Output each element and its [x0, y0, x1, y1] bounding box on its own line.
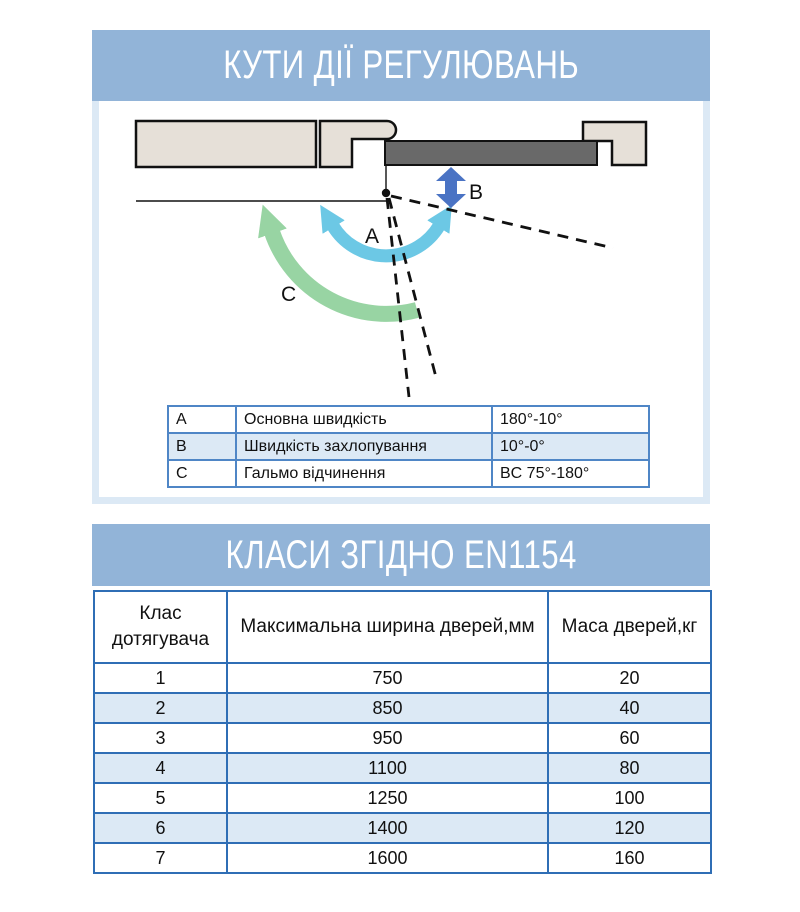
class-cell: 1: [94, 663, 227, 693]
classes-header-mass: Маса дверей,кг: [548, 591, 711, 663]
door-position-dashed-line-near-closed: [387, 198, 409, 397]
adjustment-angles-panel: [92, 30, 710, 504]
top-section-title: КУТИ ДІЇ РЕГУЛЮВАНЬ: [223, 43, 579, 87]
arrow-a-arc: [333, 226, 439, 256]
classes-table: [93, 590, 712, 874]
width-cell: 1600: [227, 843, 548, 873]
legend-table: [167, 405, 650, 488]
width-cell: 850: [227, 693, 548, 723]
mass-cell: 160: [548, 843, 711, 873]
classes-header-class: Клас дотягувача: [94, 591, 227, 663]
table-row: [94, 693, 711, 723]
width-cell: 750: [227, 663, 548, 693]
diagram-label-a: A: [365, 225, 380, 248]
mass-cell: 80: [548, 753, 711, 783]
legend-row-b: [168, 433, 649, 460]
mass-cell: 40: [548, 693, 711, 723]
mass-cell: 20: [548, 663, 711, 693]
legend-key: C: [168, 460, 236, 487]
table-row: [94, 753, 711, 783]
legend-key: A: [168, 406, 236, 433]
table-row: [94, 843, 711, 873]
class-cell: 4: [94, 753, 227, 783]
class-cell: 2: [94, 693, 227, 723]
legend-value: BC 75°-180°: [492, 460, 649, 487]
classes-header-width: Максимальна ширина дверей,мм: [227, 591, 548, 663]
width-cell: 1400: [227, 813, 548, 843]
legend-row-c: [168, 460, 649, 487]
door-position-dashed-line-open: [389, 198, 437, 381]
class-cell: 7: [94, 843, 227, 873]
legend-value: 180°-10°: [492, 406, 649, 433]
legend-value: 10°-0°: [492, 433, 649, 460]
width-cell: 1100: [227, 753, 548, 783]
bottom-section-header: [92, 524, 710, 586]
door-leaf: [385, 141, 597, 165]
width-cell: 950: [227, 723, 548, 753]
mass-cell: 100: [548, 783, 711, 813]
table-row: [94, 723, 711, 753]
table-row: [94, 663, 711, 693]
classes-header-row: [94, 591, 711, 663]
top-section-header: [92, 30, 710, 101]
diagram-area: [99, 101, 703, 497]
class-cell: 6: [94, 813, 227, 843]
legend-row-a: [168, 406, 649, 433]
width-cell: 1250: [227, 783, 548, 813]
class-cell: 5: [94, 783, 227, 813]
legend-name: Швидкість захлопування: [236, 433, 492, 460]
pivot-dot: [382, 189, 390, 197]
legend-name: Гальмо відчинення: [236, 460, 492, 487]
table-row: [94, 813, 711, 843]
arrow-b-vertical: [436, 167, 466, 208]
class-cell: 3: [94, 723, 227, 753]
bottom-section-title: КЛАСИ ЗГІДНО EN1154: [225, 532, 577, 577]
legend-key: B: [168, 433, 236, 460]
table-row: [94, 783, 711, 813]
legend-name: Основна швидкість: [236, 406, 492, 433]
wall-section-left: [136, 121, 316, 167]
mass-cell: 60: [548, 723, 711, 753]
diagram-label-c: C: [281, 283, 297, 306]
diagram-label-b: B: [469, 181, 484, 204]
mass-cell: 120: [548, 813, 711, 843]
